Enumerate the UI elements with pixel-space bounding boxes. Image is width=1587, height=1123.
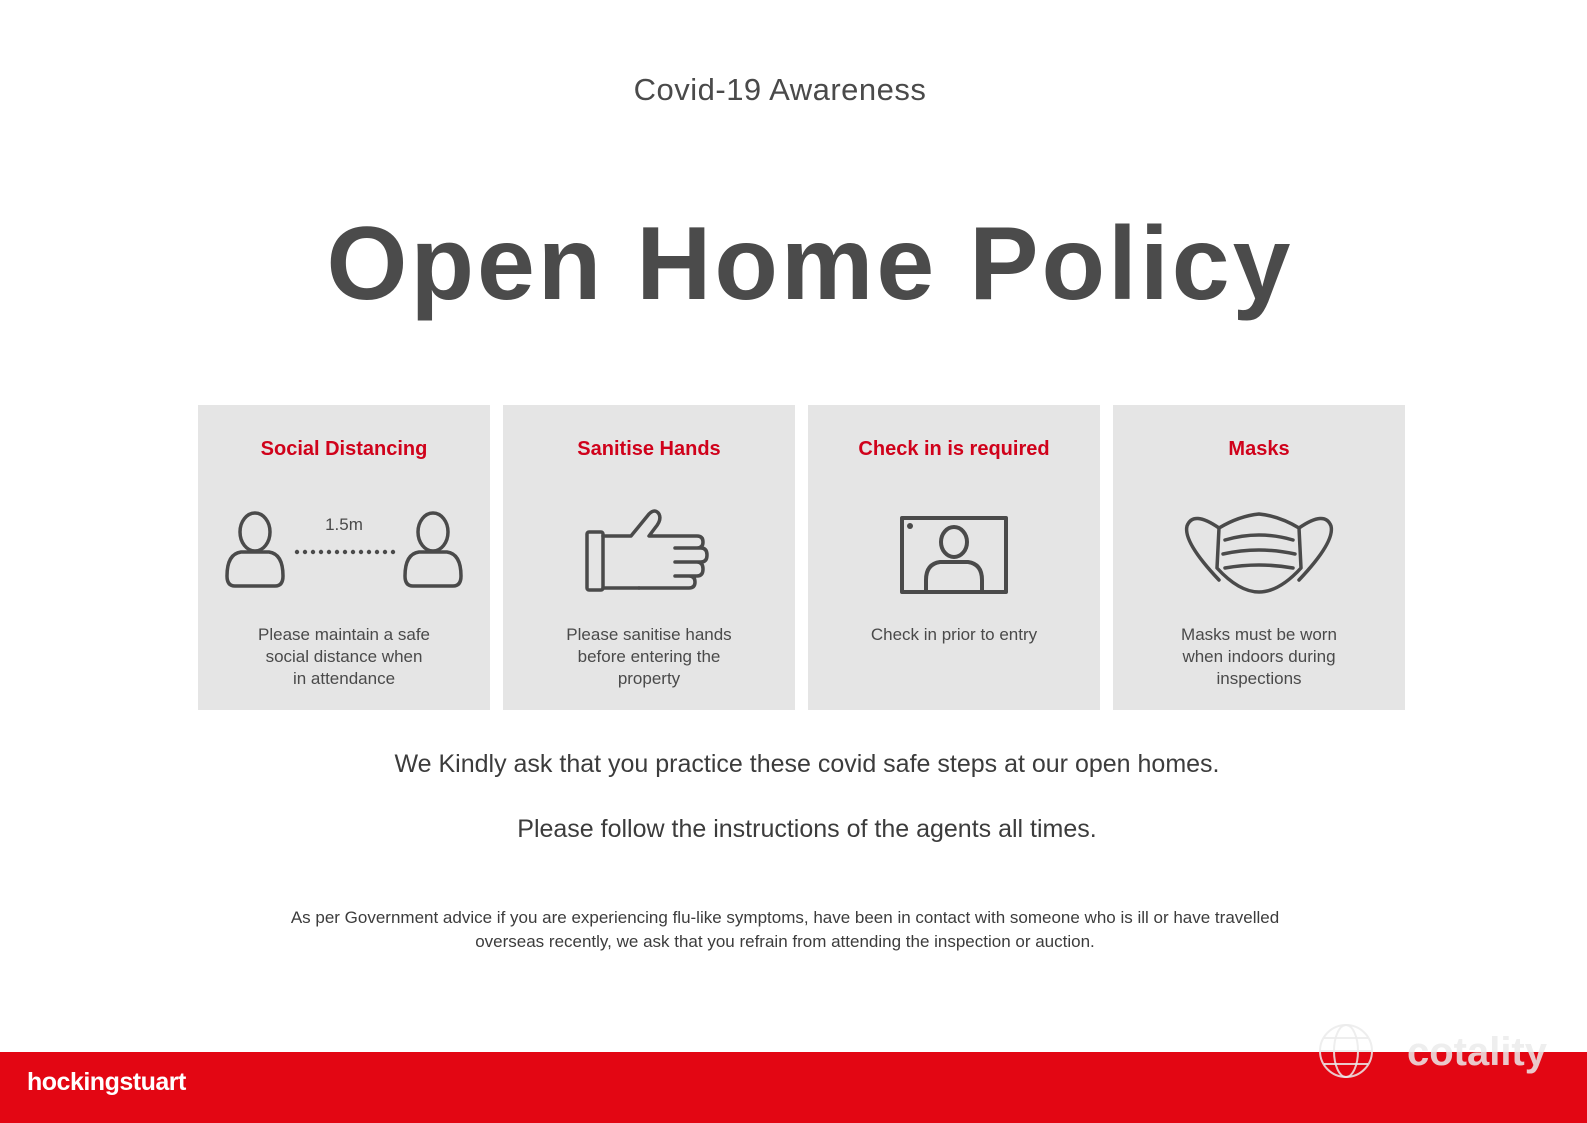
card-masks: [1113, 405, 1405, 710]
policy-cards: [198, 405, 1406, 710]
advice-line: As per Government advice if you are experiencing flu-like symptoms, have been in contact with someone who is ill or have travelled: [290, 908, 1280, 927]
desc-line: Please maintain a safe: [258, 625, 430, 644]
card-sanitise-hands: [503, 405, 795, 710]
desc-line: Please sanitise hands: [566, 625, 732, 644]
advice-line: overseas recently, we ask that you refrain from attending the inspection or auction.: [475, 932, 1095, 951]
card-description: [234, 624, 454, 690]
check-in-screen-icon: [808, 500, 1100, 610]
face-mask-icon: [1113, 500, 1405, 610]
card-social-distancing: [198, 405, 490, 710]
card-description: [539, 624, 759, 690]
distance-label: 1.5m: [325, 515, 363, 534]
government-advice: [190, 906, 1380, 954]
social-distancing-icon: [198, 500, 490, 610]
globe-watermark-icon: [1315, 1020, 1377, 1087]
message-follow-instructions: Please follow the instructions of the agents all times.: [517, 815, 1097, 843]
card-description: [1149, 624, 1369, 690]
desc-line: property: [617, 669, 681, 688]
desc-line: inspections: [1216, 669, 1302, 688]
brand-logo: hockingstuart: [27, 1068, 186, 1096]
desc-line: Masks must be worn: [1181, 625, 1337, 644]
hand-icon: [503, 500, 795, 610]
page-title: Open Home Policy: [326, 206, 1294, 322]
desc-line: before entering the: [577, 647, 721, 666]
card-description: [844, 624, 1064, 646]
card-title: Social Distancing: [260, 438, 428, 460]
cotality-watermark: cotality: [1406, 1030, 1547, 1074]
message-practice-steps: We Kindly ask that you practice these covid safe steps at our open homes.: [394, 750, 1220, 778]
card-check-in: [808, 405, 1100, 710]
desc-line: social distance when: [265, 647, 423, 666]
card-title: Sanitise Hands: [577, 438, 721, 460]
desc-line: when indoors during: [1182, 647, 1336, 666]
desc-line: Check in prior to entry: [870, 625, 1038, 644]
desc-line: in attendance: [292, 669, 396, 688]
card-title: Check in is required: [858, 438, 1050, 460]
card-title: Masks: [1228, 438, 1290, 460]
page-subtitle: Covid-19 Awareness: [633, 72, 927, 107]
